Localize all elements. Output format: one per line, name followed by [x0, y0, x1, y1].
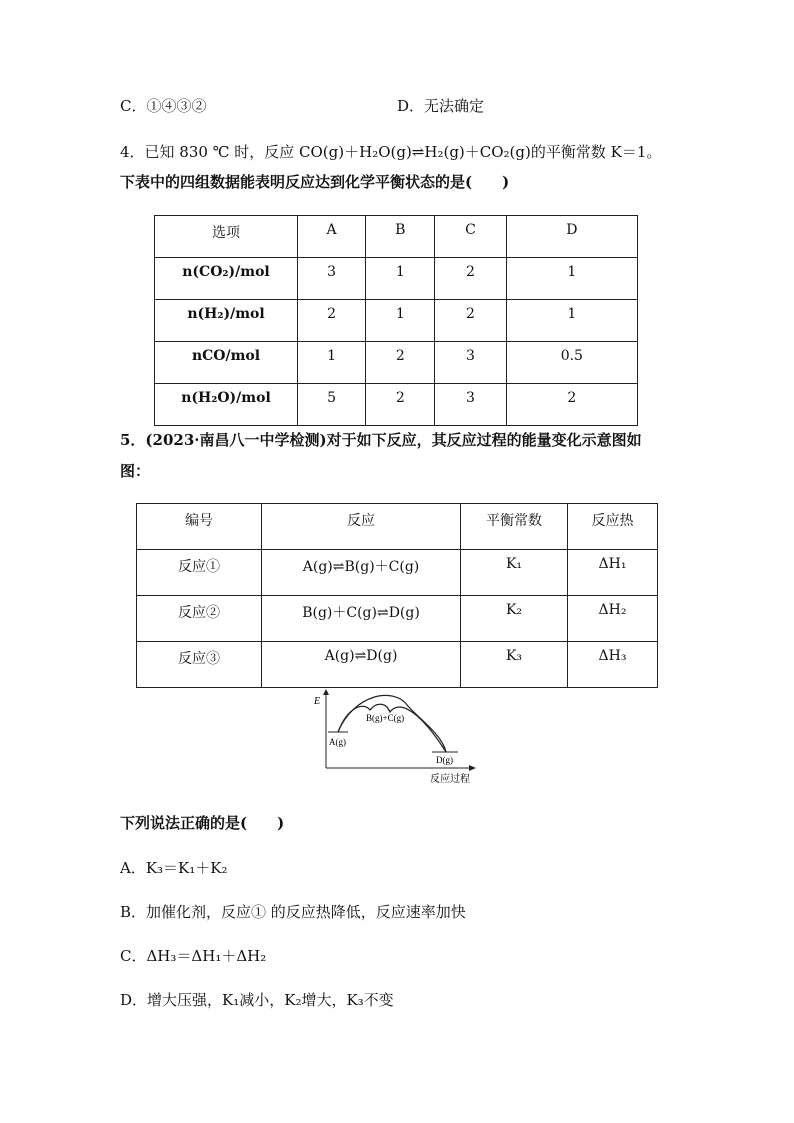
table-cell: 2	[435, 258, 506, 300]
table-cell: 2	[298, 300, 366, 342]
q5-prompt: 下列说法正确的是( )	[120, 814, 285, 832]
table-cell: 1	[298, 342, 366, 384]
table-header-cell: 编号	[137, 504, 262, 550]
q3-option-c: C．①④③②	[120, 97, 207, 115]
table-cell: 反应②	[137, 596, 262, 642]
answer-a: A．K₃＝K₁＋K₂	[120, 859, 228, 877]
q3-option-d: D．无法确定	[397, 97, 485, 115]
table-header-row	[137, 504, 658, 550]
x-axis-label: 反应过程	[430, 774, 470, 785]
table-header-cell: B	[366, 216, 435, 258]
label-bc: B(g)+C(g)	[366, 713, 405, 723]
table-cell: K₁	[461, 550, 568, 596]
table-row	[155, 300, 638, 342]
table-header-cell: 平衡常数	[461, 504, 568, 550]
table-row	[137, 550, 658, 596]
table-cell: 2	[435, 300, 506, 342]
table-header-cell: C	[435, 216, 506, 258]
table-row	[155, 384, 638, 426]
table-row	[137, 596, 658, 642]
label-d: D(g)	[436, 755, 453, 765]
q5-stem-line1: 5．(2023·南昌八一中学检测)对于如下反应，其反应过程的能量变化示意图如	[120, 431, 642, 449]
x-axis-arrow-icon	[469, 765, 476, 771]
table-cell: 3	[435, 384, 506, 426]
q4-stem-line1: 4．已知 830 ℃ 时，反应 CO(g)＋H₂O(g)⇌H₂(g)＋CO₂(g)的平衡常数 K＝1。	[120, 143, 662, 161]
table-cell: A(g)⇌B(g)＋C(g)	[262, 550, 461, 596]
label-a: A(g)	[329, 737, 346, 747]
q4-stem-line2: 下表中的四组数据能表明反应达到化学平衡状态的是( )	[120, 173, 510, 191]
table-cell: 2	[366, 384, 435, 426]
table-row	[155, 258, 638, 300]
table-header-cell: 选项	[155, 216, 298, 258]
table-cell: K₂	[461, 596, 568, 642]
y-axis-label: E	[314, 696, 321, 707]
table-cell: 1	[506, 258, 637, 300]
table-cell: 0.5	[506, 342, 637, 384]
table-header-cell: A	[298, 216, 366, 258]
answer-c: C．ΔH₃＝ΔH₁＋ΔH₂	[120, 947, 267, 965]
table-cell: 反应③	[137, 642, 262, 688]
table-cell: B(g)＋C(g)⇌D(g)	[262, 596, 461, 642]
table-row	[155, 342, 638, 384]
table-header-cell: 反应热	[568, 504, 658, 550]
q4-data-table	[154, 215, 638, 426]
table-row	[137, 642, 658, 688]
y-axis-arrow-icon	[323, 689, 329, 695]
table-cell: ΔH₃	[568, 642, 658, 688]
table-header-cell: 反应	[262, 504, 461, 550]
table-cell: 2	[366, 342, 435, 384]
table-cell: 3	[298, 258, 366, 300]
table-cell: 1	[366, 300, 435, 342]
table-cell: n(CO₂)/mol	[155, 258, 298, 300]
table-cell: n(H₂)/mol	[155, 300, 298, 342]
table-cell: K₃	[461, 642, 568, 688]
table-cell: A(g)⇌D(g)	[262, 642, 461, 688]
q5-reaction-table	[136, 503, 658, 688]
curve-uncatalyzed	[338, 695, 446, 752]
table-cell: ΔH₁	[568, 550, 658, 596]
energy-diagram	[312, 688, 482, 788]
table-cell: 2	[506, 384, 637, 426]
q5-stem-line2: 图：	[120, 462, 151, 480]
answer-b: B．加催化剂，反应① 的反应热降低，反应速率加快	[120, 903, 466, 921]
answer-d: D．增大压强，K₁减小，K₂增大，K₃不变	[120, 991, 394, 1009]
table-cell: n(H₂O)/mol	[155, 384, 298, 426]
table-cell: nCO/mol	[155, 342, 298, 384]
table-cell: 反应①	[137, 550, 262, 596]
table-cell: 3	[435, 342, 506, 384]
table-cell: 1	[366, 258, 435, 300]
table-header-row	[155, 216, 638, 258]
table-cell: 1	[506, 300, 637, 342]
table-cell: ΔH₂	[568, 596, 658, 642]
table-cell: 5	[298, 384, 366, 426]
table-header-cell: D	[506, 216, 637, 258]
